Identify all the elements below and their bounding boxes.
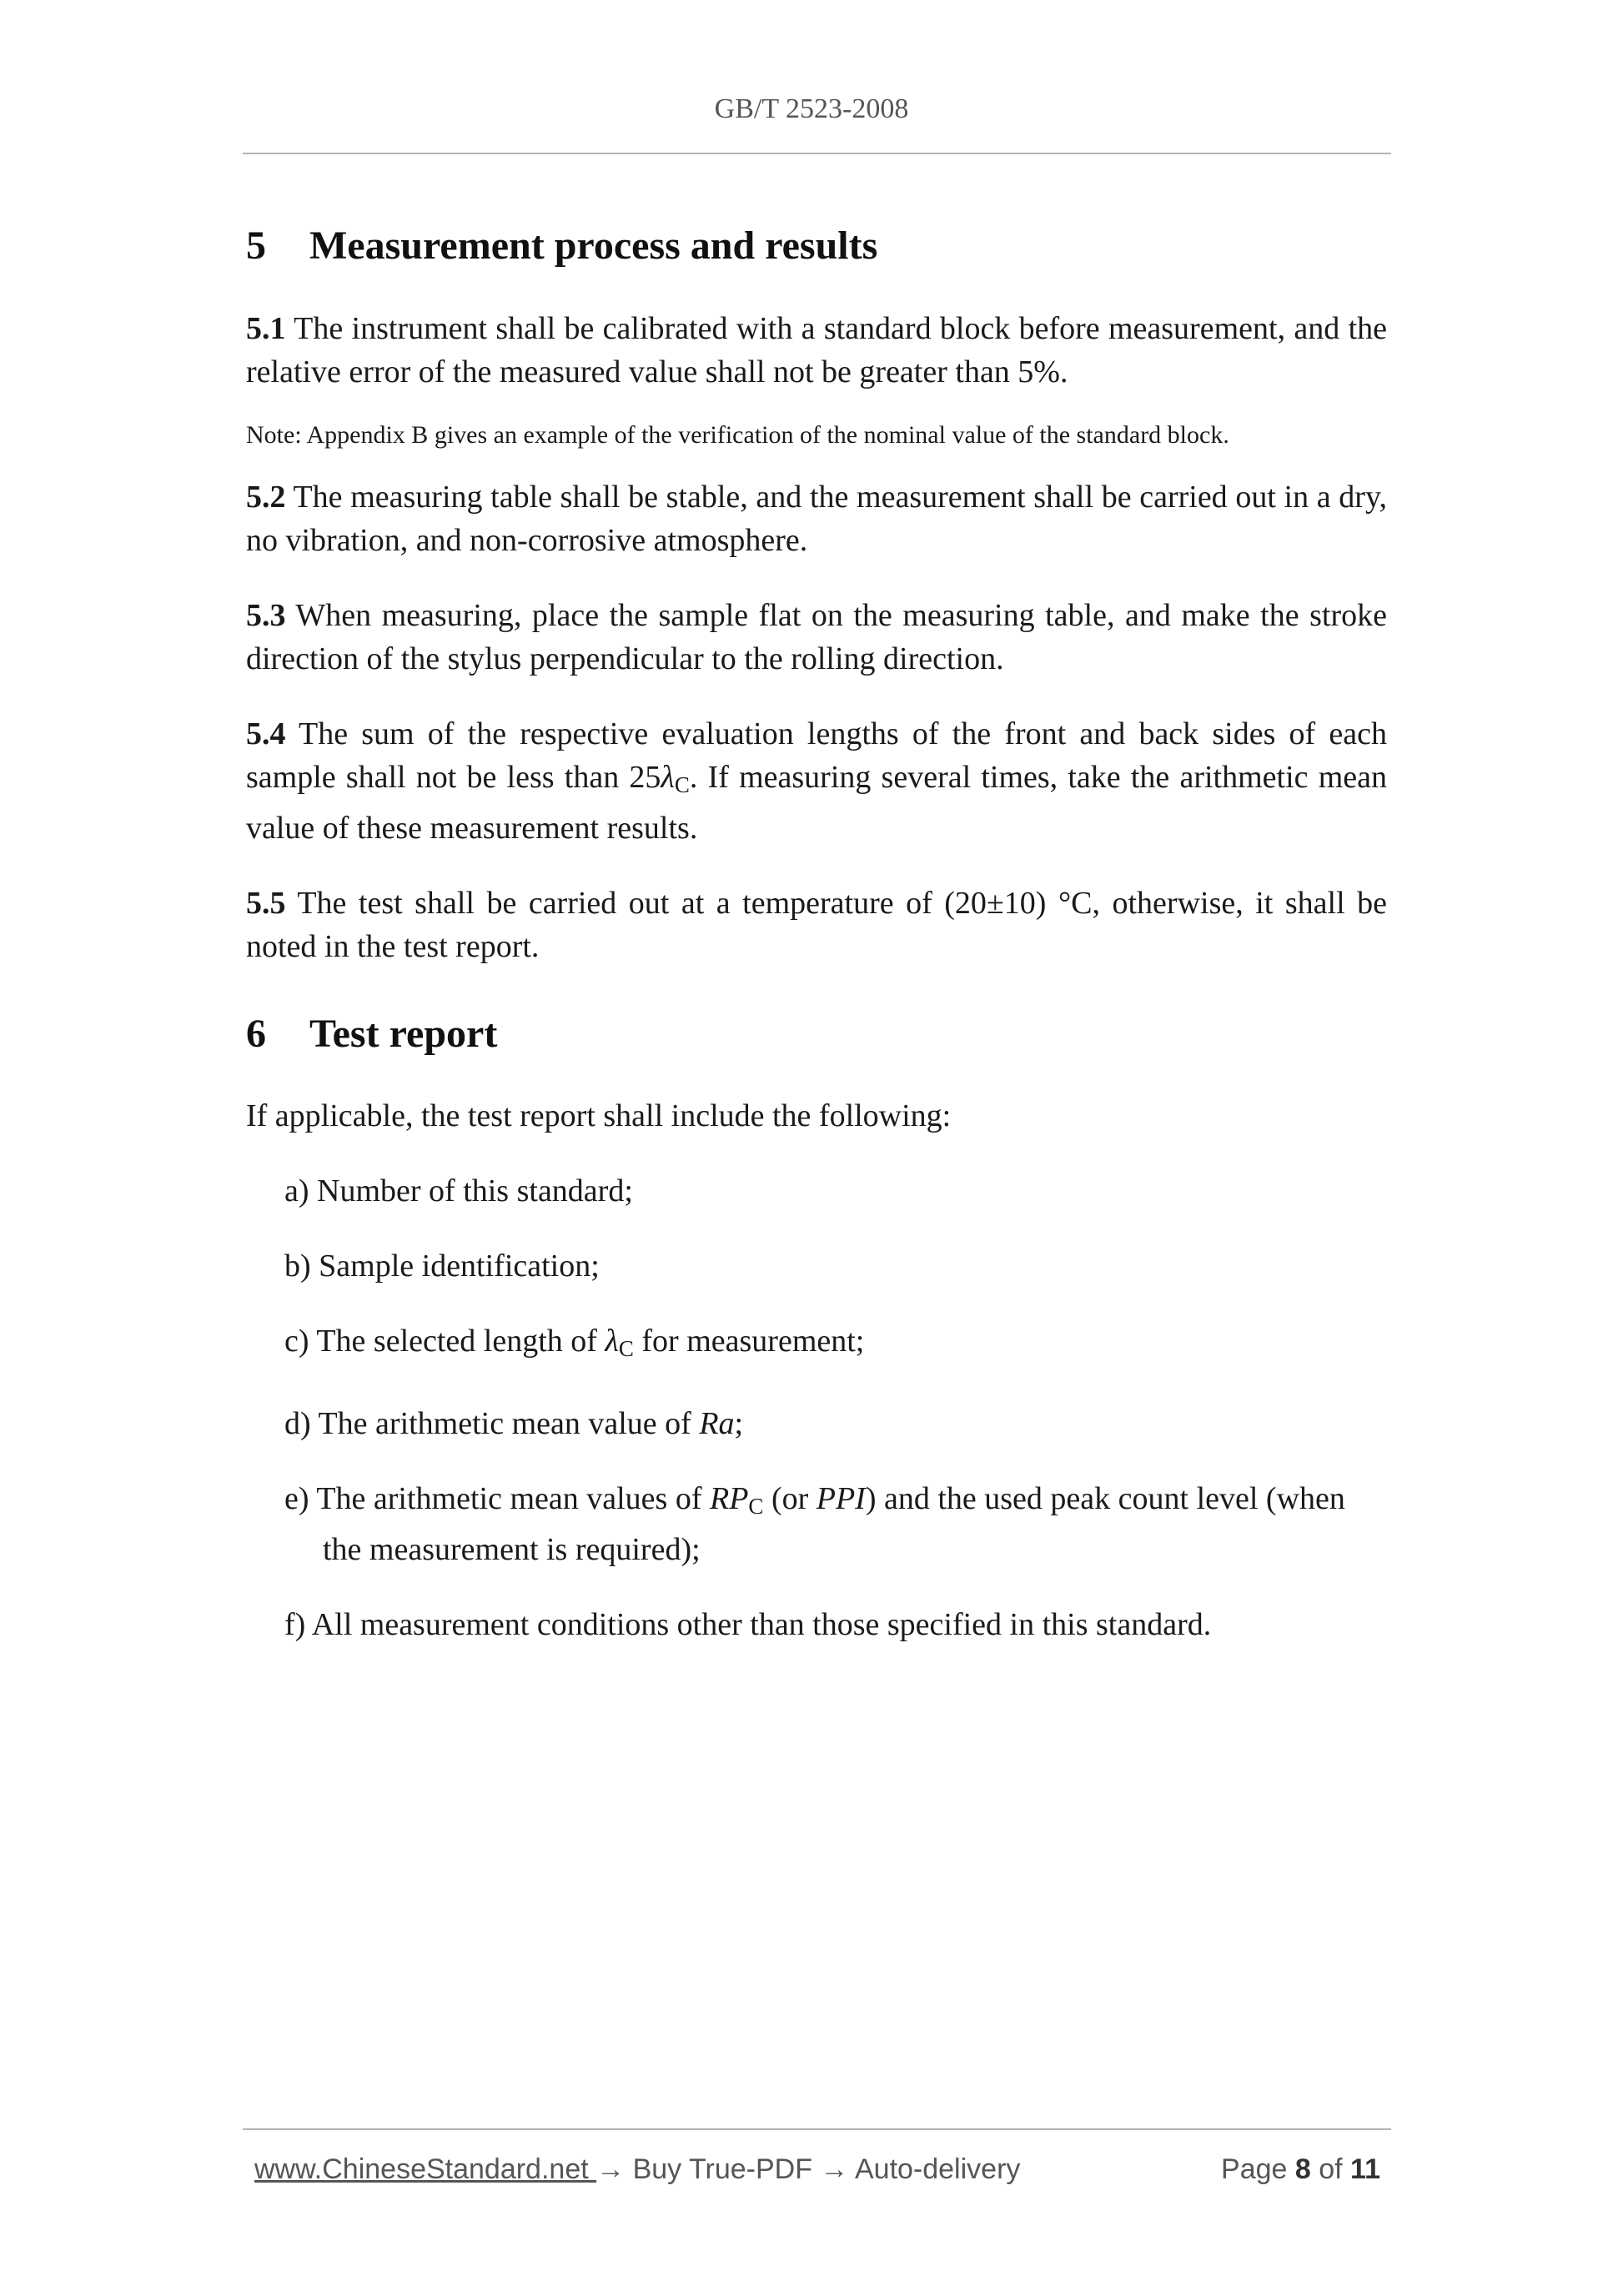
footer-divider	[243, 2128, 1391, 2130]
page-total: 11	[1350, 2153, 1380, 2185]
clause-5-3-number: 5.3	[246, 597, 286, 633]
list-item-d	[246, 1402, 1387, 1445]
list-item-c-text-end: for measurement;	[633, 1324, 865, 1359]
clause-5-1	[246, 307, 1387, 394]
of-label: of	[1310, 2153, 1351, 2185]
clause-5-1-number: 5.1	[246, 310, 286, 346]
arrow-right-icon: →	[820, 2153, 849, 2185]
clause-5-3-text: When measuring, place the sample flat on the measuring table, and make the stroke direction of the stylus perpendicular to the rolling direction.	[246, 597, 1387, 676]
list-item-d-text-end: ;	[734, 1406, 744, 1442]
section-6-number: 6	[246, 1011, 266, 1056]
lambda-symbol: λ	[605, 1324, 619, 1359]
section-5-number: 5	[246, 224, 266, 268]
list-item-b: b) Sample identification;	[284, 1248, 600, 1284]
list-item-e-text-end: ) and the used peak count level (when the measurement is required);	[323, 1481, 1345, 1568]
clause-5-4-number: 5.4	[246, 716, 286, 751]
test-report-intro: If applicable, the test report shall include the following:	[246, 1098, 952, 1134]
rpc-symbol: RP	[709, 1481, 749, 1517]
clause-5-4-text-a: The sum of the respective evaluation lengths of the front and back sides of each sample shall not be less than 25	[246, 716, 1387, 795]
clause-5-5-text: The test shall be carried out at a temperature of (20±10) °C, otherwise, it shall be noted in the test report.	[246, 885, 1387, 964]
page-footer	[254, 2145, 1380, 2195]
section-5-heading	[246, 222, 1387, 270]
clause-5-5-number: 5.5	[246, 885, 286, 921]
header-divider	[243, 153, 1391, 154]
lambda-subscript: C	[674, 771, 690, 797]
clause-5-2-text: The measuring table shall be stable, and the measurement shall be carried out in a dry, no vibration, and non-corrosive atmosphere.	[246, 479, 1387, 558]
ra-symbol: Ra	[699, 1406, 735, 1442]
lambda-subscript: C	[618, 1336, 634, 1362]
list-item-e-text: e) The arithmetic mean values of	[284, 1481, 710, 1517]
buy-true-pdf-text: Buy True-PDF	[625, 2153, 821, 2185]
clause-5-2-number: 5.2	[246, 479, 286, 515]
chinesestandard-link[interactable]: www.ChineseStandard.net	[254, 2153, 597, 2185]
list-item-e	[246, 1477, 1387, 1571]
list-item-a: a) Number of this standard;	[284, 1173, 633, 1209]
list-item-d-text: d) The arithmetic mean value of	[284, 1406, 700, 1442]
clause-5-4	[246, 712, 1387, 850]
list-item-f: f) All measurement conditions other than those specified in this standard.	[284, 1607, 1212, 1643]
note-appendix-b: Note: Appendix B gives an example of the verification of the nominal value of the standard block.	[246, 420, 1229, 449]
clause-5-3	[246, 594, 1387, 681]
auto-delivery-text: Auto-delivery	[848, 2153, 1021, 2185]
clause-5-4-text-b: . If measuring several times, take the arithmetic mean value of these measurement results.	[246, 759, 1387, 846]
clause-5-1-text: The instrument shall be calibrated with a standard block before measurement, and the relative error of the measured value shall not be greater than 5%.	[246, 310, 1387, 389]
rpc-subscript: C	[748, 1494, 764, 1520]
list-item-c	[246, 1319, 1387, 1370]
clause-5-5	[246, 882, 1387, 968]
footer-promo	[254, 2153, 1020, 2186]
list-item-c-text: c) The selected length of	[284, 1324, 605, 1359]
arrow-right-icon: →	[596, 2153, 626, 2185]
page-content	[246, 200, 1387, 1646]
ppi-symbol: PPI	[816, 1481, 866, 1517]
clause-5-2	[246, 475, 1387, 562]
section-5-title: Measurement process and results	[309, 224, 878, 268]
header-standard-code: GB/T 2523-2008	[714, 93, 909, 124]
section-6-heading	[246, 1010, 1387, 1058]
section-6-title: Test report	[309, 1011, 498, 1056]
test-report-list	[246, 1169, 1387, 1646]
page-counter	[1221, 2153, 1380, 2186]
page-number: 8	[1294, 2153, 1311, 2185]
list-item-e-text-mid: (or	[763, 1481, 817, 1517]
lambda-symbol: λ	[661, 759, 675, 795]
page-label: Page	[1221, 2153, 1295, 2185]
